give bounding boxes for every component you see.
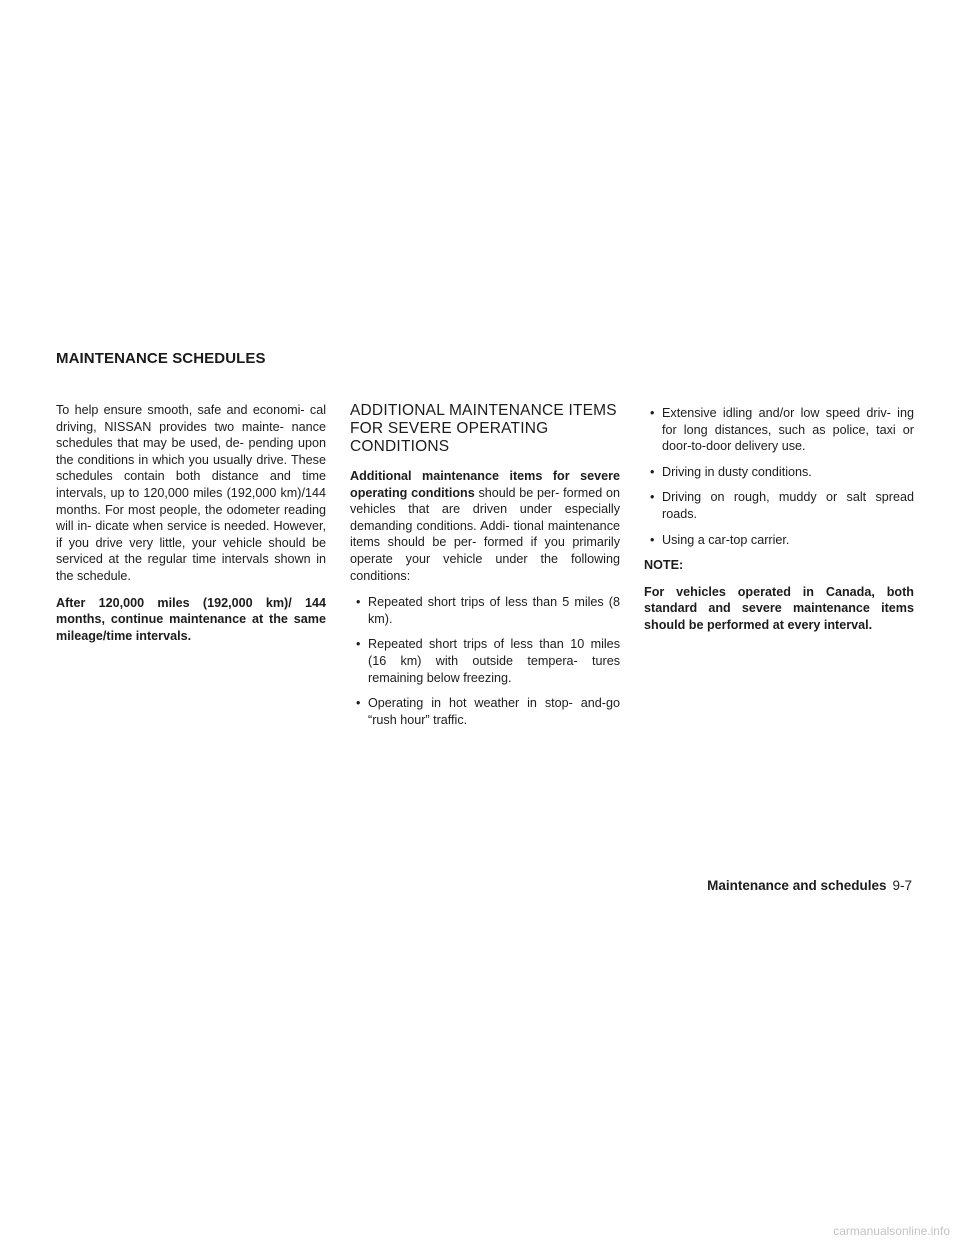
section-title: MAINTENANCE SCHEDULES (56, 350, 266, 367)
page-footer (707, 878, 912, 893)
interval-note: After 120,000 miles (192,000 km)/ 144 months, continue maintenance at the same mileage/time intervals. (56, 595, 326, 643)
severe-conditions-lead (350, 468, 620, 584)
lead-text: should be per- formed on vehicles that are driven under especially demanding conditions. Addi- tional maintenance items should be per- formed if you primarily operate your vehicle under the following conditions: (350, 485, 620, 583)
column-severe-conditions (350, 402, 620, 737)
condition-item: • Driving in dusty conditions. (644, 464, 914, 481)
intro-paragraph: To help ensure smooth, safe and economi- cal driving, NISSAN provides two mainte- nance schedules that may be used, de- pending upon the conditions in which you usually drive. These schedules contain both distance and time intervals, up to 120,000 miles (192,000 km)/144 months. For most people, the odometer reading will in- dicate when service is needed. However, if you drive very little, your vehicle should be serviced at the regular time intervals shown in the schedule. (56, 403, 326, 583)
severe-conditions-heading: ADDITIONAL MAINTENANCE ITEMS FOR SEVERE OPERATING CONDITIONS (350, 402, 617, 455)
condition-list-continued (644, 405, 914, 548)
condition-item: • Operating in hot weather in stop- and-go “rush hour” traffic. (350, 695, 620, 728)
watermark: carmanualsonline.info (833, 1224, 950, 1238)
lead-bold-text: Additional maintenance items for severe operating conditions (350, 469, 620, 500)
note-label: NOTE: (644, 558, 684, 573)
condition-item: • Using a car-top carrier. (644, 532, 914, 549)
condition-list (350, 594, 620, 728)
column-intro (56, 402, 326, 654)
column-conditions-continued (644, 405, 914, 644)
page-number: 9-7 (892, 878, 912, 893)
condition-item: • Repeated short trips of less than 5 miles (8 km). (350, 594, 620, 627)
condition-item: • Driving on rough, muddy or salt spread roads. (644, 489, 914, 522)
condition-item: • Repeated short trips of less than 10 miles (16 km) with outside tempera- tures remaining below freezing. (350, 636, 620, 686)
condition-item: • Extensive idling and/or low speed driv- ing for long distances, such as police, taxi or door-to-door delivery use. (644, 405, 914, 455)
canada-note: For vehicles operated in Canada, both standard and severe maintenance items should be performed at every interval. (644, 584, 914, 632)
chapter-title: Maintenance and schedules (707, 878, 887, 893)
